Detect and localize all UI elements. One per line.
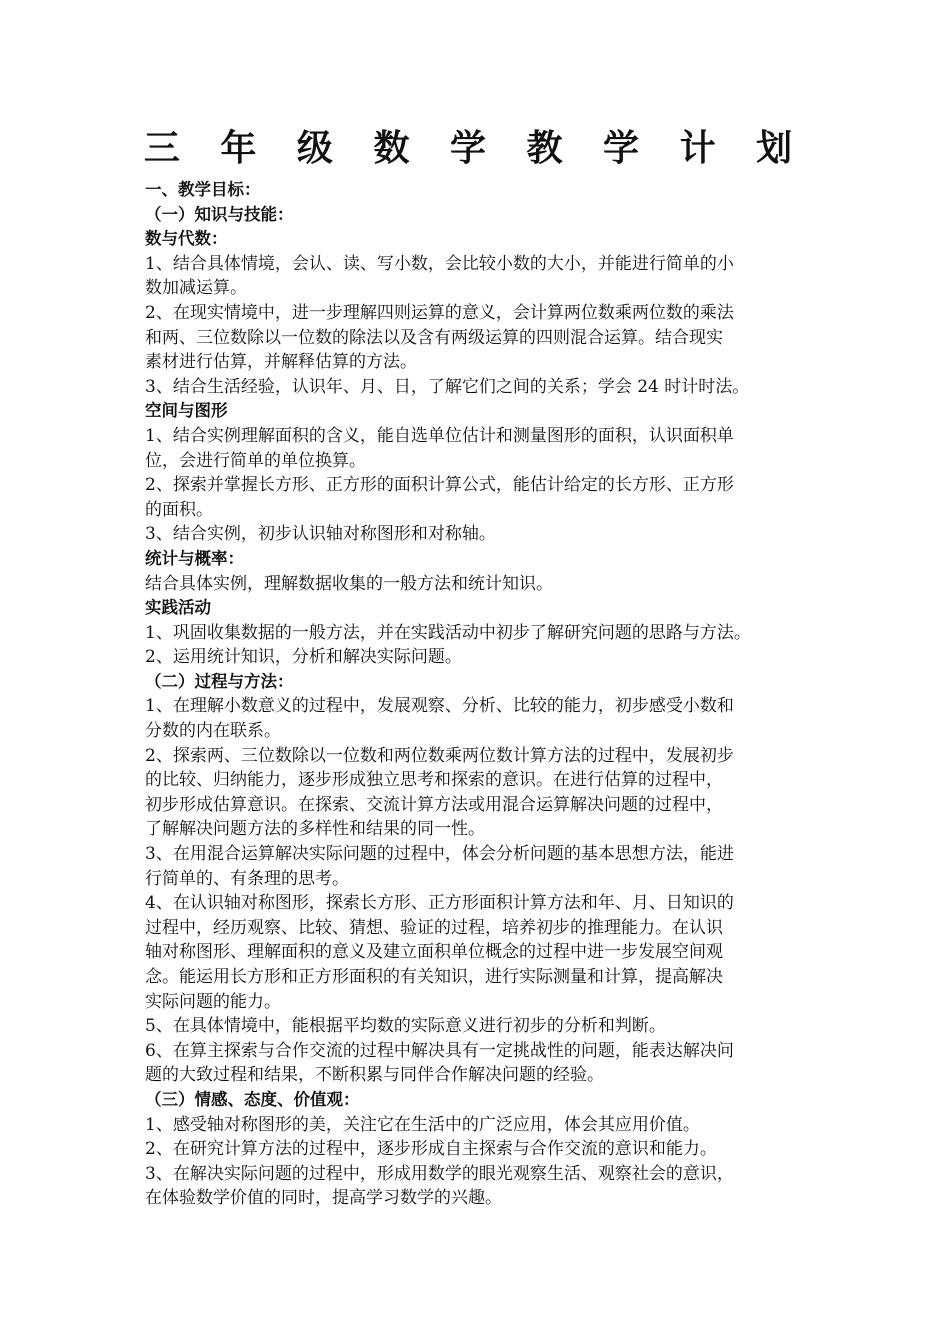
document-title: 三 年 级 数 学 教 学 计 划	[143, 127, 807, 169]
paragraph-line: 2、运用统计知识，分析和解决实际问题。	[145, 647, 462, 668]
paragraph-line: 念。能运用长方形和正方形面积的有关知识，进行实际测量和计算，提高解决	[145, 967, 723, 987]
paragraph-line: 数加减运算。	[145, 278, 247, 299]
paragraph-line: 1、结合实例理解面积的含义，能自选单位估计和测量图形的面积，认识面积单	[145, 425, 734, 446]
paragraph-line: 实际问题的能力。	[145, 991, 281, 1012]
document-body	[145, 178, 813, 1211]
paragraph-line: 结合具体实例，理解数据收集的一般方法和统计知识。	[145, 573, 553, 594]
paragraph-line: 的比较、归纳能力，逐步形成独立思考和探索的意识。在进行估算的过程中，	[145, 770, 723, 791]
paragraph-line: 位，会进行简单的单位换算。	[145, 450, 366, 471]
paragraph-line: 过程中，经历观察、比较、猜想、验证的过程，培养初步的推理能力。在认识	[145, 917, 723, 938]
paragraph-line: 素材进行估算，并解释估算的方法。	[145, 352, 417, 373]
subsection-heading: （一）知识与技能：	[145, 204, 294, 224]
paragraph-line: 了解解决问题方法的多样性和结果的同一性。	[145, 819, 485, 840]
paragraph-line: 3、结合生活经验，认识年、月、日，了解它们之间的关系；学会 24 时计时法。	[145, 376, 750, 397]
paragraph-line: 轴对称图形、理解面积的意义及建立面积单位概念的过程中进一步发展空间观	[145, 942, 723, 963]
subsection-heading: （二）过程与方法：	[145, 671, 294, 691]
paragraph-line: 6、在算主探索与合作交流的过程中解决具有一定挑战性的问题，能表达解决问	[145, 1040, 734, 1061]
paragraph-line: 2、探索两、三位数除以一位数和两位数乘两位数计算方法的过程中，发展初步	[145, 745, 734, 766]
paragraph-line: 3、结合实例，初步认识轴对称图形和对称轴。	[145, 524, 496, 545]
paragraph-line: 1、在理解小数意义的过程中，发展观察、分析、比较的能力，初步感受小数和	[145, 696, 734, 717]
paragraph-line: 1、巩固收集数据的一般方法，并在实践活动中初步了解研究问题的思路与方法。	[145, 622, 751, 643]
paragraph-line: 在体验数学价值的同时，提高学习数学的兴趣。	[145, 1188, 502, 1209]
paragraph-line: 1、感受轴对称图形的美，关注它在生活中的广泛应用，体会其应用价值。	[145, 1114, 700, 1135]
section-heading: 统计与概率：	[145, 548, 244, 568]
section-heading: 实践活动	[145, 598, 211, 618]
paragraph-line: 2、在研究计算方法的过程中，逐步形成自主探索与合作交流的意识和能力。	[145, 1139, 717, 1160]
paragraph-line: 行简单的、有条理的思考。	[145, 868, 349, 889]
paragraph-line: 2、在现实情境中，进一步理解四则运算的意义，会计算两位数乘两位数的乘法	[145, 302, 734, 323]
paragraph-line: 初步形成估算意识。在探索、交流计算方法或用混合运算解决问题的过程中，	[145, 794, 723, 815]
paragraph-line: 3、在用混合运算解决实际问题的过程中，体会分析问题的基本思想方法，能进	[145, 844, 734, 865]
paragraph-line: 5、在具体情境中，能根据平均数的实际意义进行初步的分析和判断。	[145, 1016, 666, 1037]
section-heading: 空间与图形	[145, 401, 228, 421]
paragraph-line: 2、探索并掌握长方形、正方形的面积计算公式，能估计给定的长方形、正方形	[145, 475, 734, 496]
paragraph-line: 4、在认识轴对称图形，探索长方形、正方形面积计算方法和年、月、日知识的	[145, 893, 734, 914]
paragraph-line: 分数的内在联系。	[145, 721, 281, 742]
paragraph-line: 3、在解决实际问题的过程中，形成用数学的眼光观察生活、观察社会的意识，	[145, 1163, 734, 1184]
subsection-heading: （三）情感、态度、价值观：	[145, 1089, 360, 1109]
paragraph-line: 和两、三位数除以一位数的除法以及含有两级运算的四则混合运算。结合现实	[145, 327, 723, 348]
paragraph-line: 题的大致过程和结果，不断积累与同伴合作解决问题的经验。	[145, 1065, 604, 1086]
paragraph-line: 1、结合具体情境，会认、读、写小数，会比较小数的大小，并能进行简单的小	[145, 253, 734, 274]
section-heading: 数与代数：	[145, 229, 228, 249]
section-heading: 一、教学目标：	[145, 180, 261, 199]
paragraph-line: 的面积。	[145, 499, 213, 520]
